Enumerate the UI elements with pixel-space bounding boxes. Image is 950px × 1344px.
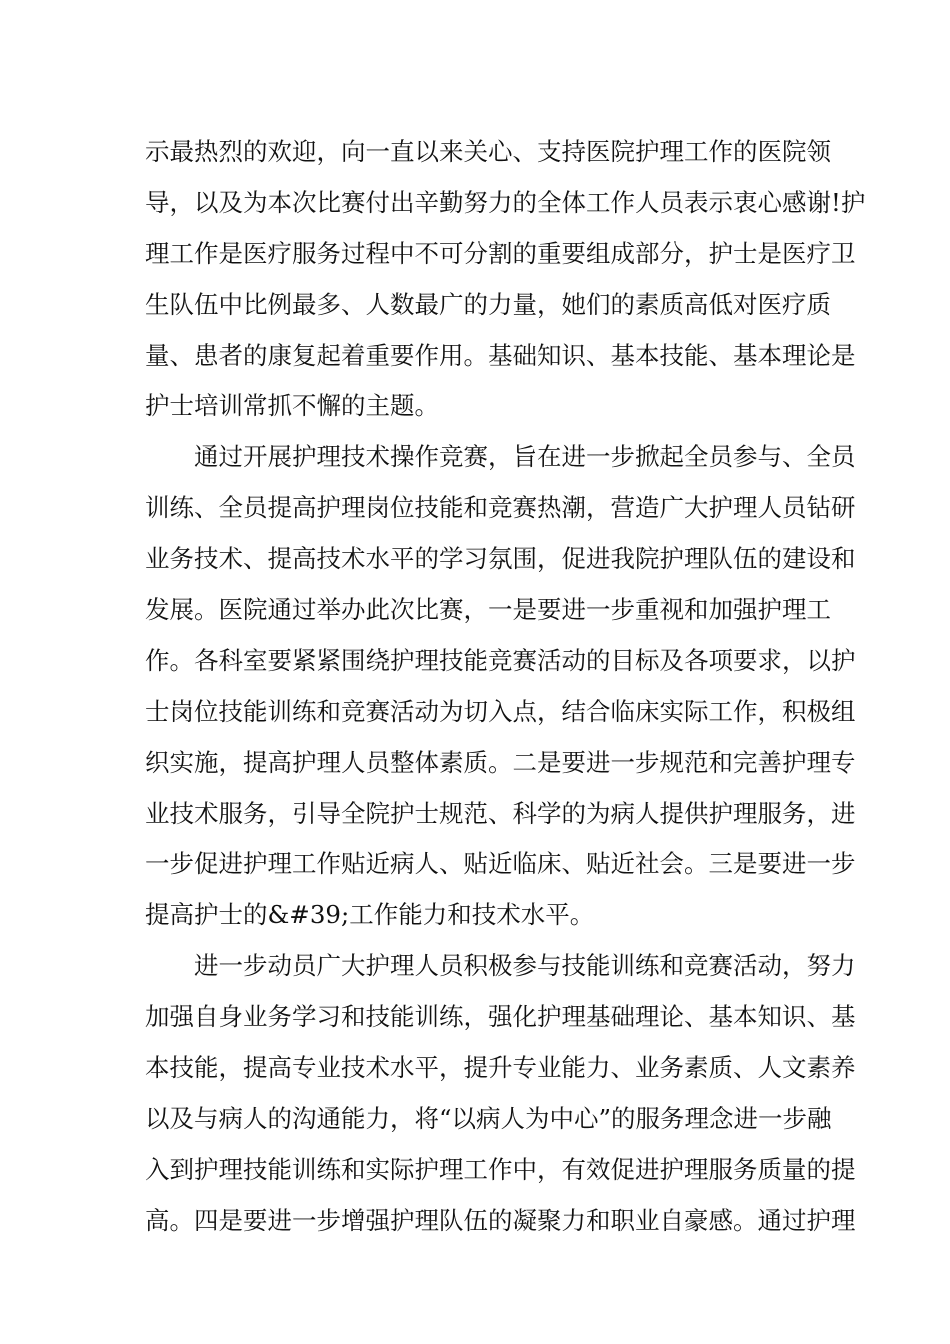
text-line: 示最热烈的欢迎，向一直以来关心、支持医院护理工作的医院领 [145, 137, 831, 166]
text-line: 一步促进护理工作贴近病人、贴近临床、贴近社会。三是要进一步 [145, 849, 856, 879]
text-line: 量、患者的康复起着重要作用。基础知识、基本技能、基本理论是 [145, 340, 856, 370]
text-line: 护士培训常抓不懈的主题。 [145, 391, 439, 421]
text-line: 加强自身业务学习和技能训练，强化护理基础理论、基本知识、基 [145, 1002, 856, 1032]
text-line: 业技术服务，引导全院护士规范、科学的为病人提供护理服务，进 [145, 798, 856, 828]
text-line: 业务技术、提高技术水平的学习氛围，促进我院护理队伍的建设和 [145, 544, 856, 574]
text-line: 导，以及为本次比赛付出辛勤努力的全体工作人员表示衷心感谢!护 [145, 187, 866, 217]
text-line: 以及与病人的沟通能力，将“以病人为中心”的服务理念进一步融 [145, 1103, 832, 1133]
text-line: 本技能，提高专业技术水平，提升专业能力、业务素质、人文素养 [145, 1053, 856, 1083]
text-line: 作。各科室要紧紧围绕护理技能竞赛活动的目标及各项要求，以护 [145, 645, 856, 675]
text-line: 入到护理技能训练和实际护理工作中，有效促进护理服务质量的提 [145, 1154, 856, 1184]
paragraph-first-line: 通过开展护理技术操作竞赛，旨在进一步掀起全员参与、全员 [194, 442, 856, 472]
text-line: 提高护士的&#39;工作能力和技术水平。 [145, 900, 595, 930]
paragraph-first-line: 进一步动员广大护理人员积极参与技能训练和竞赛活动，努力 [194, 951, 856, 981]
text-line: 高。四是要进一步增强护理队伍的凝聚力和职业自豪感。通过护理 [145, 1205, 856, 1235]
text-line: 生队伍中比例最多、人数最广的力量，她们的素质高低对医疗质 [145, 289, 831, 319]
text-line: 织实施，提高护理人员整体素质。二是要进一步规范和完善护理专 [145, 747, 856, 777]
text-line: 士岗位技能训练和竞赛活动为切入点，结合临床实际工作，积极组 [145, 696, 856, 726]
text-line: 训练、全员提高护理岗位技能和竞赛热潮，营造广大护理人员钻研 [145, 493, 856, 523]
text-line: 理工作是医疗服务过程中不可分割的重要组成部分，护士是医疗卫 [145, 238, 856, 268]
text-line: 发展。医院通过举办此次比赛，一是要进一步重视和加强护理工 [145, 595, 831, 625]
document-body [145, 131, 866, 1251]
